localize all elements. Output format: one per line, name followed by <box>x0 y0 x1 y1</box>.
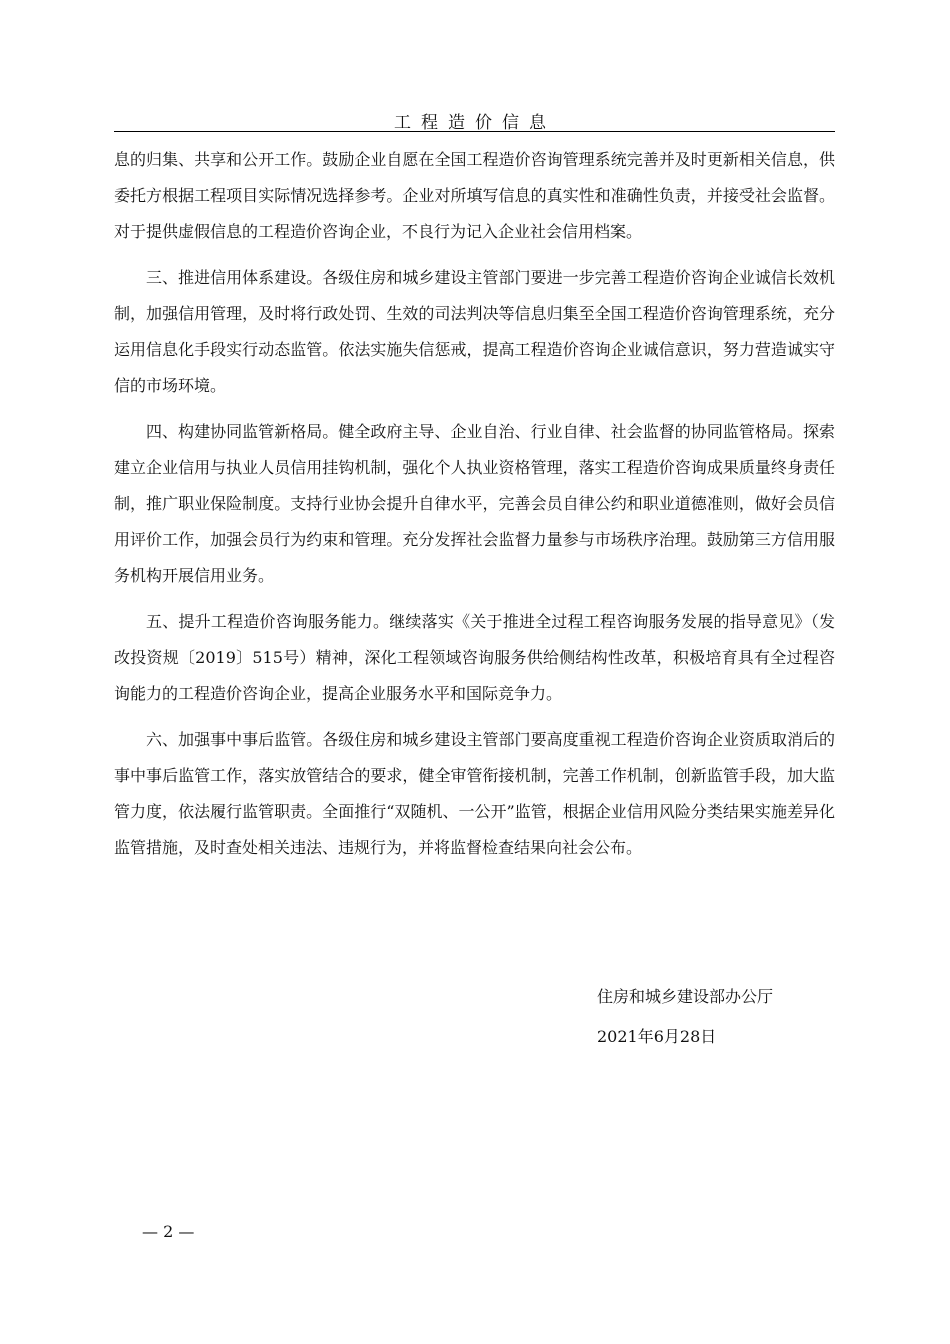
signature-org-text: 住房和城乡建设部办公厅 <box>597 987 774 1006</box>
paragraph-continued: 息的归集、共享和公开工作。鼓励企业自愿在全国工程造价咨询管理系统完善并及时更新相关信息，供委托方根据工程项目实际情况选择参考。企业对所填写信息的真实性和准确性负责，并接受社会监督。对于提供虚假信息的工程造价咨询企业，不良行为记入企业社会信用档案。 <box>114 150 835 241</box>
paragraph-credit-system: 三、推进信用体系建设。各级住房和城乡建设主管部门要进一步完善工程造价咨询企业诚信长效机制，加强信用管理，及时将行政处罚、生效的司法判决等信息归集至全国工程造价咨询管理系统，充分运用信息化手段实行动态监管。依法实施失信惩戒，提高工程造价咨询企业诚信意识，努力营造诚实守信的市场环境。 <box>114 268 835 395</box>
page-header-title: 工程造价信息 <box>394 113 556 133</box>
paragraph-service-capability: 五、提升工程造价咨询服务能力。继续落实《关于推进全过程工程咨询服务发展的指导意见》（发改投资规〔2019〕515号）精神，深化工程领域咨询服务供给侧结构性改革，积极培育具有全过程咨询能力的工程造价咨询企业，提高企业服务水平和国际竞争力。 <box>114 612 835 703</box>
signature-date-text: 2021年6月28日 <box>597 1027 717 1046</box>
paragraph-post-supervision: 六、加强事中事后监管。各级住房和城乡建设主管部门要高度重视工程造价咨询企业资质取消后的事中事后监管工作，落实放管结合的要求，健全审管衔接机制，完善工作机制，创新监管手段，加大监管力度，依法履行监管职责。全面推行“双随机、一公开”监管，根据企业信用风险分类结果实施差异化监管措施，及时查处相关违法、违规行为，并将监督检查结果向社会公布。 <box>114 730 835 857</box>
document-body <box>114 142 835 876</box>
header-divider <box>114 131 835 132</box>
page-number: — 2 — <box>142 1222 195 1241</box>
paragraph-collaborative-supervision: 四、构建协同监管新格局。健全政府主导、企业自治、行业自律、社会监督的协同监管格局。探索建立企业信用与执业人员信用挂钩机制，强化个人执业资格管理，落实工程造价咨询成果质量终身责任制，推广职业保险制度。支持行业协会提升自律水平，完善会员自律公约和职业道德准则，做好会员信用评价工作，加强会员行为约束和管理。充分发挥社会监督力量参与市场秩序治理。鼓励第三方信用服务机构开展信用业务。 <box>114 422 835 585</box>
